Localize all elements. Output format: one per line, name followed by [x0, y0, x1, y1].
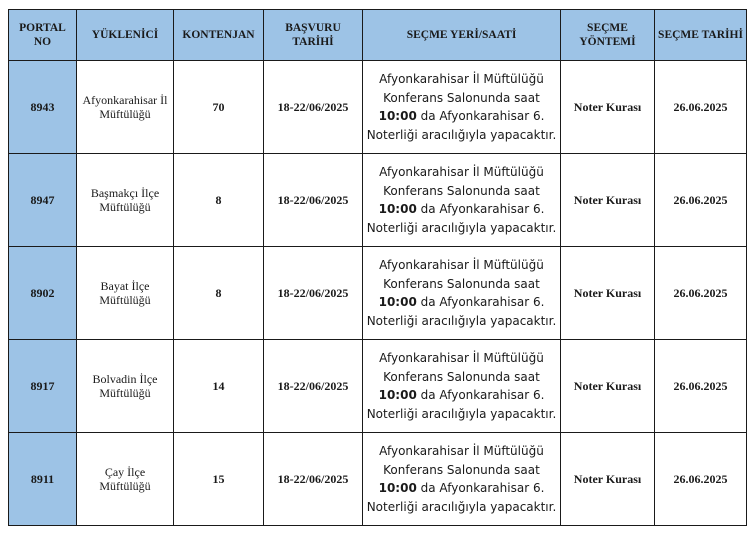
- place-time-cell: [363, 433, 561, 526]
- selection-date-cell: 26.06.2025: [655, 433, 747, 526]
- contractor-cell: Bolvadin İlçe Müftülüğü: [77, 340, 174, 433]
- method-cell: Noter Kurası: [561, 340, 655, 433]
- contractor-cell: Çay İlçe Müftülüğü: [77, 433, 174, 526]
- header-quota: KONTENJAN: [174, 10, 264, 61]
- method-cell: Noter Kurası: [561, 247, 655, 340]
- header-date: SEÇME TARİHİ: [655, 10, 747, 61]
- apply-date-cell: 18-22/06/2025: [264, 154, 363, 247]
- place-time-cell: [363, 61, 561, 154]
- header-row: [9, 10, 747, 61]
- quota-cell: 8: [174, 247, 264, 340]
- contractor-cell: Bayat İlçe Müftülüğü: [77, 247, 174, 340]
- header-contractor: YÜKLENİCİ: [77, 10, 174, 61]
- place-time-value: 10:00: [378, 109, 417, 123]
- place-time-cell: [363, 154, 561, 247]
- quota-cell: 70: [174, 61, 264, 154]
- header-apply-date: BAŞVURU TARİHİ: [264, 10, 363, 61]
- place-time-value: 10:00: [378, 202, 417, 216]
- place-text-before: Afyonkarahisar İl Müftülüğü Konferans Salonunda saat: [379, 72, 544, 105]
- place-time-value: 10:00: [378, 481, 417, 495]
- apply-date-cell: 18-22/06/2025: [264, 247, 363, 340]
- portal-no-cell: 8917: [9, 340, 77, 433]
- place-time-cell: [363, 340, 561, 433]
- portal-no-cell: 8947: [9, 154, 77, 247]
- table-row: [9, 340, 747, 433]
- place-text-before: Afyonkarahisar İl Müftülüğü Konferans Salonunda saat: [379, 351, 544, 384]
- selection-date-cell: 26.06.2025: [655, 154, 747, 247]
- place-time-value: 10:00: [378, 388, 417, 402]
- selection-schedule-table: [8, 9, 747, 526]
- method-cell: Noter Kurası: [561, 61, 655, 154]
- place-text-after: da Afyonkarahisar 6. Noterliği aracılığıyla yapacaktır.: [366, 388, 557, 421]
- apply-date-cell: 18-22/06/2025: [264, 340, 363, 433]
- method-cell: Noter Kurası: [561, 154, 655, 247]
- quota-cell: 15: [174, 433, 264, 526]
- place-text-before: Afyonkarahisar İl Müftülüğü Konferans Salonunda saat: [379, 444, 544, 477]
- contractor-cell: Başmakçı İlçe Müftülüğü: [77, 154, 174, 247]
- table-row: [9, 433, 747, 526]
- contractor-cell: Afyonkarahisar İl Müftülüğü: [77, 61, 174, 154]
- apply-date-cell: 18-22/06/2025: [264, 61, 363, 154]
- place-text-before: Afyonkarahisar İl Müftülüğü Konferans Salonunda saat: [379, 258, 544, 291]
- header-method: SEÇME YÖNTEMİ: [561, 10, 655, 61]
- header-place-time: SEÇME YERİ/SAATİ: [363, 10, 561, 61]
- method-cell: Noter Kurası: [561, 433, 655, 526]
- portal-no-cell: 8902: [9, 247, 77, 340]
- apply-date-cell: 18-22/06/2025: [264, 433, 363, 526]
- place-text-after: da Afyonkarahisar 6. Noterliği aracılığıyla yapacaktır.: [366, 202, 557, 235]
- place-text-after: da Afyonkarahisar 6. Noterliği aracılığıyla yapacaktır.: [366, 481, 557, 514]
- table-row: [9, 247, 747, 340]
- portal-no-cell: 8943: [9, 61, 77, 154]
- place-text-after: da Afyonkarahisar 6. Noterliği aracılığıyla yapacaktır.: [366, 295, 557, 328]
- portal-no-cell: 8911: [9, 433, 77, 526]
- table-body: [9, 61, 747, 526]
- place-text-before: Afyonkarahisar İl Müftülüğü Konferans Salonunda saat: [379, 165, 544, 198]
- selection-date-cell: 26.06.2025: [655, 340, 747, 433]
- quota-cell: 14: [174, 340, 264, 433]
- place-time-cell: [363, 247, 561, 340]
- table-header: [9, 10, 747, 61]
- selection-date-cell: 26.06.2025: [655, 61, 747, 154]
- place-text-after: da Afyonkarahisar 6. Noterliği aracılığıyla yapacaktır.: [366, 109, 557, 142]
- table-row: [9, 154, 747, 247]
- selection-schedule-document: [8, 9, 746, 526]
- place-time-value: 10:00: [378, 295, 417, 309]
- quota-cell: 8: [174, 154, 264, 247]
- table-row: [9, 61, 747, 154]
- selection-date-cell: 26.06.2025: [655, 247, 747, 340]
- header-portal-no: PORTAL NO: [9, 10, 77, 61]
